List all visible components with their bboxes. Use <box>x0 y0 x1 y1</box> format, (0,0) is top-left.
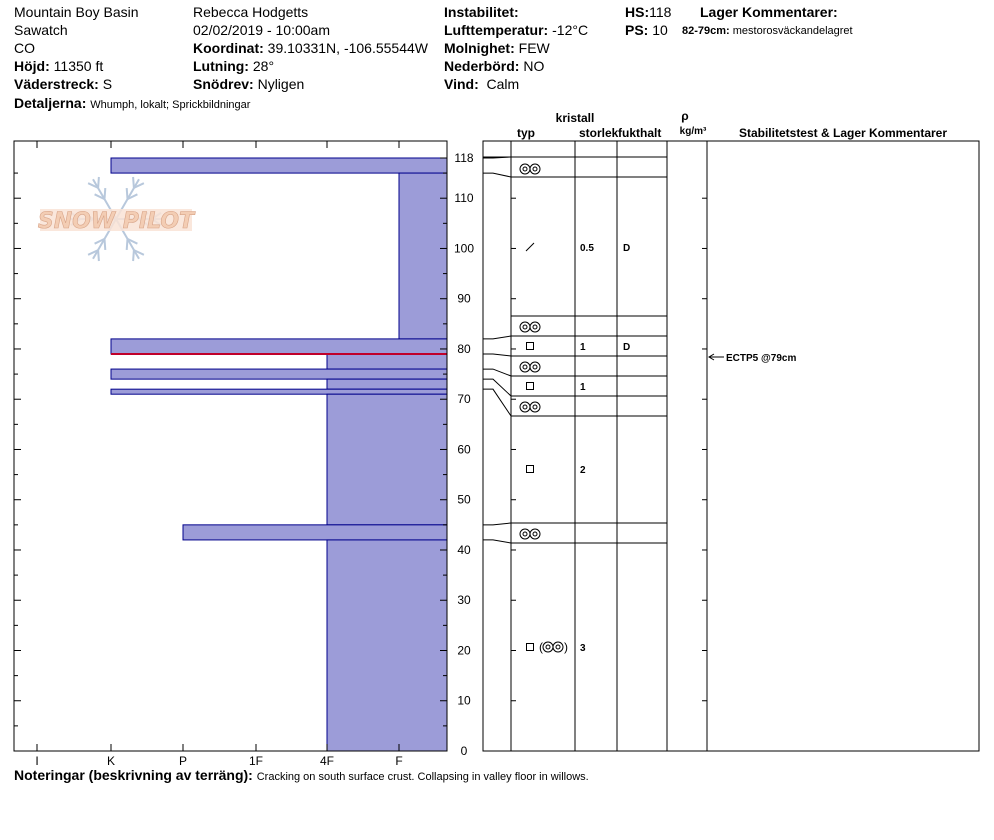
size-header: storlek <box>579 126 619 140</box>
slope-label: Lutning: <box>193 58 249 74</box>
snowflake-branch <box>105 239 106 250</box>
height-tick-label: 0 <box>460 744 468 758</box>
melt-forms-icon-inner <box>523 365 527 369</box>
faceted-crystal-icon <box>527 383 534 390</box>
snowflake-branch <box>133 250 134 261</box>
melt-forms-icon <box>530 164 540 174</box>
hardness-layers <box>111 158 447 751</box>
wind-value: Calm <box>486 76 520 92</box>
crystal-header: kristall <box>555 111 595 125</box>
date-time: 02/02/2019 - 10:00am <box>193 22 330 38</box>
aspect-value: S <box>102 76 113 92</box>
melt-freeze-crust-icon <box>553 642 563 652</box>
sky-cover-label: Molnighet: <box>444 40 515 56</box>
height-tick-label: 10 <box>457 693 471 708</box>
melt-freeze-crust-paren: ( <box>539 640 543 654</box>
elevation-value: 11350 ft <box>53 58 104 74</box>
melt-forms-icon-inner <box>533 325 537 329</box>
melt-forms-icon <box>530 362 540 372</box>
melt-forms-icon <box>520 362 530 372</box>
hardness-layer-bar <box>111 158 447 173</box>
grain-table-frame <box>483 141 979 751</box>
melt-forms-icon <box>530 402 540 412</box>
precipitation-label: Nederbörd: <box>444 58 520 74</box>
stability-header: Stabilitetstest & Lager Kommentarer <box>738 126 948 140</box>
hardness-layer-bar <box>327 379 447 389</box>
hardness-layer-bar <box>111 389 447 394</box>
melt-forms-icon-inner <box>523 167 527 171</box>
hardness-layer-bar <box>399 173 447 339</box>
melt-forms-icon <box>520 322 530 332</box>
melt-forms-icon-inner <box>533 365 537 369</box>
melt-freeze-crust-icon-inner <box>556 645 560 649</box>
layer-comment-text: mestorosväckandelagret <box>732 25 853 37</box>
air-temperature-value: -12°C <box>552 22 589 38</box>
height-tick-label: 118 <box>454 151 474 165</box>
grain-size-value: 1 <box>580 382 586 393</box>
melt-forms-icon-inner <box>523 532 527 536</box>
penetration-ski-label: PS: <box>625 22 649 38</box>
moisture-value: D <box>623 243 631 254</box>
melt-forms-icon-inner <box>533 532 537 536</box>
density-unit-header: kg/m³ <box>679 126 707 137</box>
grain-size-value: 0.5 <box>580 243 594 254</box>
elevation-label: Höjd: <box>14 58 50 74</box>
coordinates-label: Koordinat: <box>193 40 264 56</box>
height-tick-label: 70 <box>457 392 471 407</box>
melt-forms-icon-inner <box>523 405 527 409</box>
state: CO <box>14 40 35 56</box>
layer-connector <box>483 379 511 396</box>
snowpilot-watermark <box>38 177 196 261</box>
snow-height-label: HS: <box>625 4 650 20</box>
melt-forms-icon <box>530 322 540 332</box>
melt-forms-icon-inner <box>533 405 537 409</box>
grain-size-value: 3 <box>580 643 586 654</box>
moisture-header: fukthalt <box>618 126 662 140</box>
melt-forms-icon-inner <box>533 167 537 171</box>
wind-label: Vind: <box>444 76 479 92</box>
hardness-layer-bar <box>183 525 447 540</box>
instability-label: Instabilitet: <box>444 4 519 20</box>
height-tick-label: 100 <box>453 241 475 256</box>
snowflake-branch <box>105 188 106 199</box>
layer-connector <box>483 369 511 376</box>
hardness-tick-label: F <box>395 754 403 768</box>
hardness-layer-bar <box>327 354 447 369</box>
layer-connector <box>483 540 511 543</box>
hardness-layer-bar <box>327 394 447 525</box>
height-tick-label: 90 <box>457 291 471 306</box>
slope-value: 28° <box>252 58 275 74</box>
moisture-value: D <box>623 342 631 353</box>
hardness-layer-bar <box>111 369 447 379</box>
snowflake-branch <box>127 239 128 250</box>
snowflake-branch <box>98 177 99 188</box>
melt-freeze-crust-icon <box>543 642 553 652</box>
layer-comments-label: Lager Kommentarer: <box>700 4 838 20</box>
hardness-tick-label: P <box>178 754 188 768</box>
grain-size-value: 1 <box>580 342 586 353</box>
height-tick-label: 80 <box>457 341 471 356</box>
melt-forms-icon <box>520 402 530 412</box>
snowflake-branch <box>127 188 128 199</box>
grain-grid <box>483 141 979 751</box>
melt-forms-icon-inner <box>523 325 527 329</box>
precipitation-value: NO <box>523 58 545 74</box>
melt-forms-icon <box>520 164 530 174</box>
hardness-tick-label: I <box>35 754 39 768</box>
hardness-layer-bar <box>111 339 447 354</box>
air-temperature-label: Lufttemperatur: <box>444 22 549 38</box>
hardness-tick-label: 4F <box>319 754 335 768</box>
rho-header: ρ <box>681 109 689 123</box>
sky-cover-value: FEW <box>518 40 550 56</box>
type-header: typ <box>517 126 535 140</box>
details-value: Whumph, lokalt; Sprickbildningar <box>90 99 251 111</box>
snow-height-value: 118 <box>649 4 672 20</box>
wind-loading-value: Nyligen <box>257 76 305 92</box>
height-tick-label: 110 <box>454 191 474 206</box>
melt-forms-icon <box>520 529 530 539</box>
mountain-range: Sawatch <box>14 22 68 38</box>
observer: Rebecca Hodgetts <box>193 4 309 20</box>
stability-test-label: ECTP5 @79cm <box>726 352 797 364</box>
height-tick-label: 50 <box>457 492 471 507</box>
location-name: Mountain Boy Basin <box>14 4 139 20</box>
hardness-tick-label: K <box>106 754 116 768</box>
faceted-crystal-icon <box>527 343 534 350</box>
grain-size-value: 2 <box>580 465 586 476</box>
layer-comment-range: 82-79cm: <box>682 25 730 37</box>
faceted-crystal-icon <box>527 466 534 473</box>
melt-freeze-crust-icon-inner <box>546 645 550 649</box>
height-tick-label: 60 <box>457 442 471 457</box>
layer-connector <box>483 173 511 177</box>
hardness-tick-label: 1F <box>248 754 264 768</box>
height-tick-label: 30 <box>457 593 471 608</box>
hardness-layer-bar <box>327 540 447 751</box>
melt-freeze-crust-paren: ) <box>564 640 568 654</box>
melt-forms-icon <box>530 529 540 539</box>
terrain-notes-value: Cracking on south surface crust. Collapsing in valley floor in willows. <box>256 771 589 783</box>
terrain-notes-label: Noteringar (beskrivning av terräng): <box>14 767 253 783</box>
height-tick-label: 20 <box>457 643 471 658</box>
faceted-crystal-icon <box>527 644 534 651</box>
snowflake-branch <box>98 250 99 261</box>
watermark-text: SNOW PILOT <box>37 209 195 234</box>
aspect-label: Väderstreck: <box>14 76 99 92</box>
snowflake-branch <box>133 177 134 188</box>
layer-connector <box>483 354 511 356</box>
wind-loading-label: Snödrev: <box>193 76 254 92</box>
details-label: Detaljerna: <box>14 95 87 111</box>
layer-connector <box>483 389 511 416</box>
coordinates-value: 39.10331N, -106.55544W <box>267 40 428 56</box>
layer-connector <box>483 523 511 525</box>
layer-connector <box>483 336 511 339</box>
height-tick-label: 40 <box>457 542 471 557</box>
decomposing-fragments-icon <box>526 243 534 251</box>
penetration-ski-value: 10 <box>652 22 668 38</box>
